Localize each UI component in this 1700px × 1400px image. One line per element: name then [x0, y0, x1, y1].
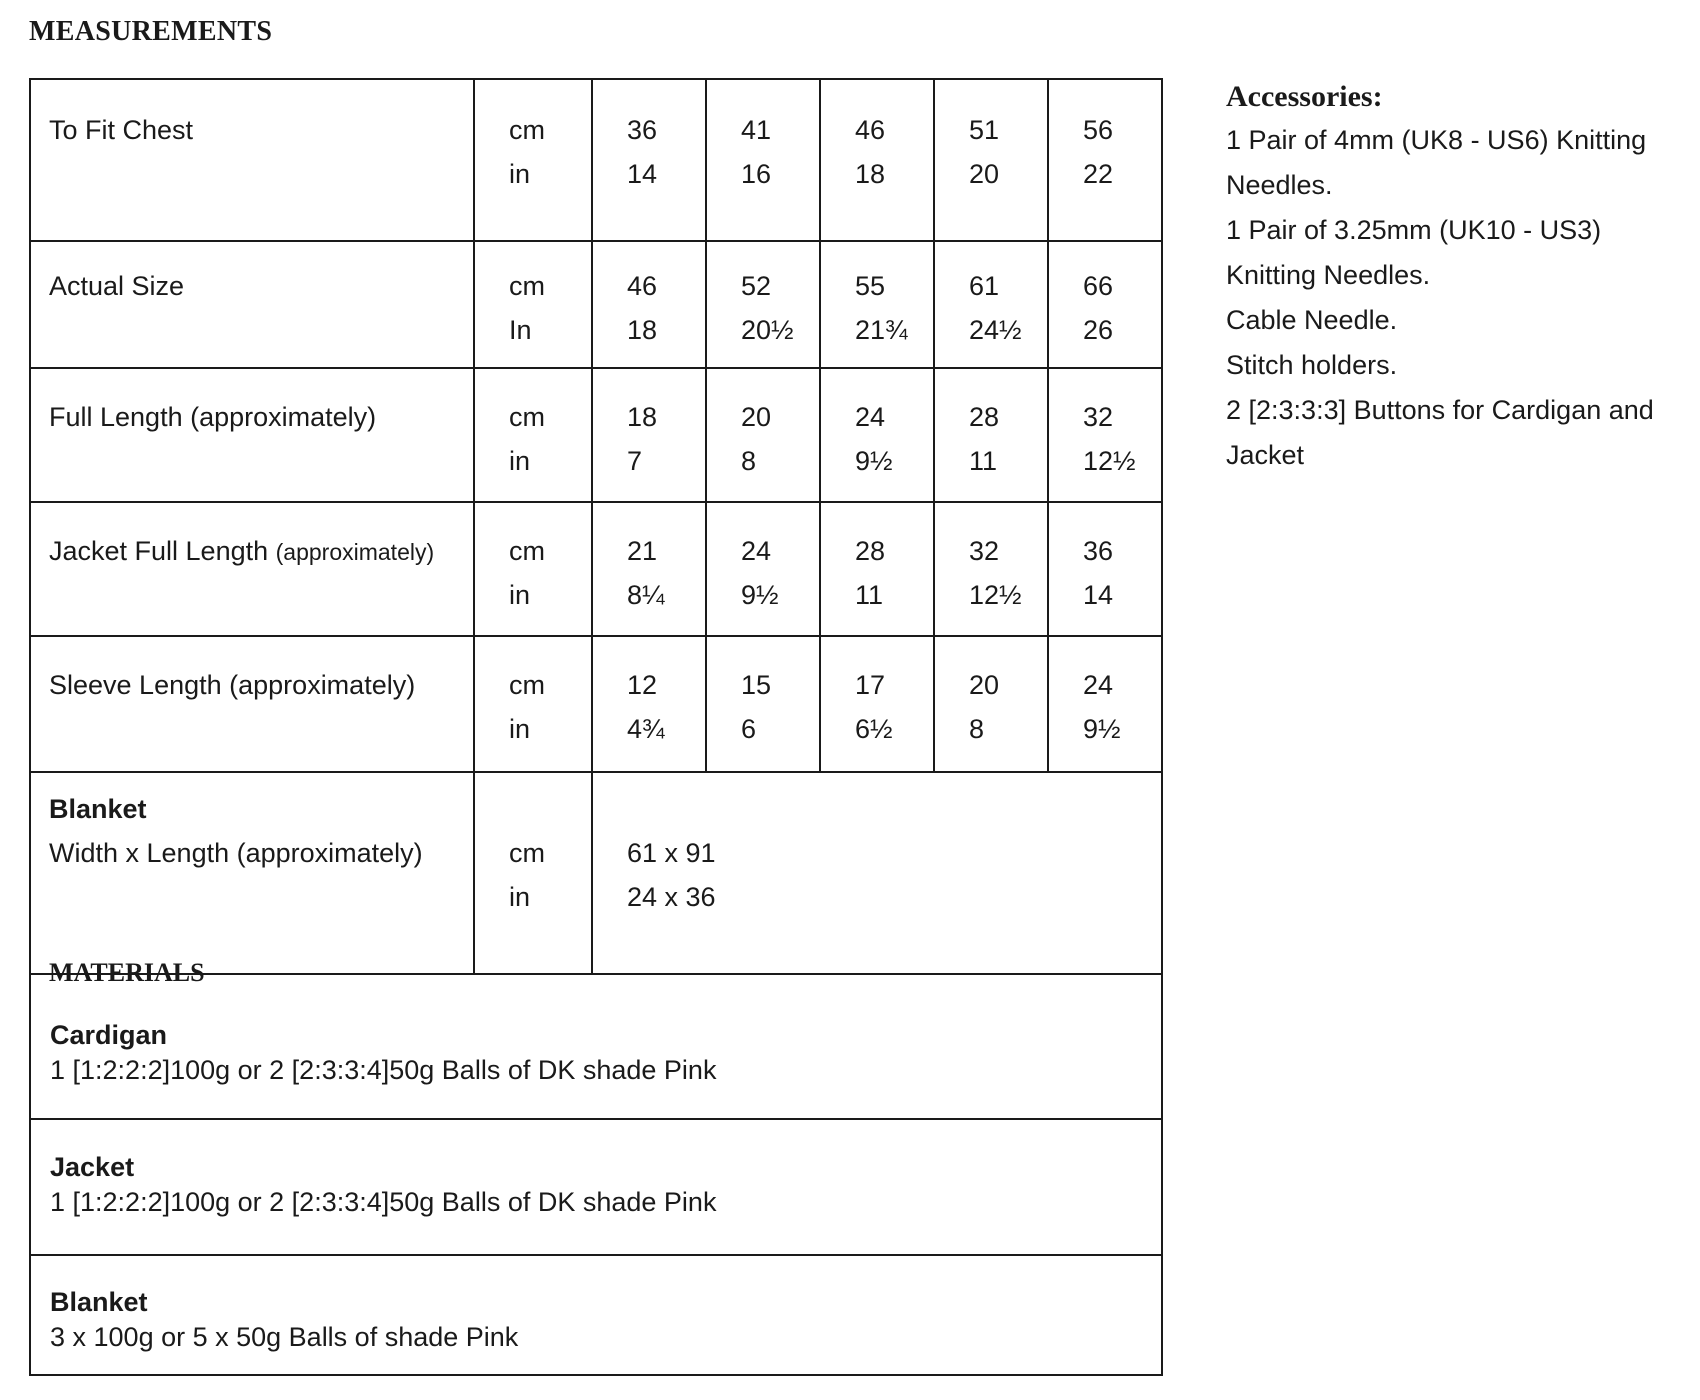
value-cell: 56 22 [1048, 79, 1162, 241]
value-cell: 17 6½ [820, 636, 934, 772]
table-row [30, 368, 1162, 502]
accessory-line: Needles. [1226, 170, 1333, 200]
unit-cell: cm in [474, 79, 592, 241]
accessory-line: Cable Needle. [1226, 305, 1398, 335]
unit-cell: cm in [474, 772, 592, 974]
value-cell: 20 8 [934, 636, 1048, 772]
materials-box [29, 936, 1163, 1376]
material-item [50, 1150, 716, 1220]
accessories-title: Accessories: [1226, 80, 1383, 113]
table-row [30, 502, 1162, 636]
value-cell: 46 18 [592, 241, 706, 368]
value-cell: 61 x 91 24 x 36 [592, 772, 1162, 974]
value-cell: 28 11 [934, 368, 1048, 502]
unit-cell: cm In [474, 241, 592, 368]
value-cell: 52 20½ [706, 241, 820, 368]
accessory-line: Jacket [1226, 440, 1305, 470]
value-cell: 24 9½ [706, 502, 820, 636]
material-desc: 3 x 100g or 5 x 50g Balls of shade Pink [50, 1322, 519, 1352]
table-row [30, 636, 1162, 772]
value-cell: 46 18 [820, 79, 934, 241]
row-label: Actual Size [30, 241, 474, 368]
value-cell: 51 20 [934, 79, 1048, 241]
value-cell: 36 14 [1048, 502, 1162, 636]
value-cell: 20 8 [706, 368, 820, 502]
material-name: Cardigan [50, 1020, 168, 1050]
row-label-note: (approximately) [275, 539, 435, 565]
value-cell: 15 6 [706, 636, 820, 772]
value-cell: 61 24½ [934, 241, 1048, 368]
value-cell: 36 14 [592, 79, 706, 241]
value-cell: 18 7 [592, 368, 706, 502]
value-cell: 32 12½ [934, 502, 1048, 636]
unit-cell: cm in [474, 636, 592, 772]
accessories-section [1226, 76, 1696, 478]
row-label: Sleeve Length (approximately) [30, 636, 474, 772]
divider [31, 1118, 1161, 1120]
accessory-line: 2 [2:3:3:3] Buttons for Cardigan and [1226, 395, 1654, 425]
divider [31, 1254, 1161, 1256]
material-item [50, 1018, 716, 1088]
row-label: Full Length (approximately) [30, 368, 474, 502]
value-cell: 24 9½ [820, 368, 934, 502]
value-cell: 32 12½ [1048, 368, 1162, 502]
row-label: Jacket Full Length (approximately) [30, 502, 474, 636]
unit-cell: cm in [474, 502, 592, 636]
value-cell: 12 4¾ [592, 636, 706, 772]
accessory-line: 1 Pair of 3.25mm (UK10 - US3) [1226, 215, 1602, 245]
material-name: Jacket [50, 1152, 135, 1182]
value-cell: 66 26 [1048, 241, 1162, 368]
material-name: Blanket [50, 1287, 148, 1317]
row-label: Blanket Width x Length (approximately) [30, 772, 474, 974]
measurements-table [29, 78, 1163, 975]
page-heading: MEASUREMENTS [29, 16, 273, 47]
unit-cell: cm in [474, 368, 592, 502]
value-cell: 55 21¾ [820, 241, 934, 368]
accessory-line: Knitting Needles. [1226, 260, 1431, 290]
value-cell: 21 8¼ [592, 502, 706, 636]
row-label: To Fit Chest [30, 79, 474, 241]
material-item [50, 1285, 518, 1355]
value-cell: 24 9½ [1048, 636, 1162, 772]
accessory-line: 1 Pair of 4mm (UK8 - US6) Knitting [1226, 125, 1647, 155]
value-cell: 41 16 [706, 79, 820, 241]
blanket-title: Blanket [49, 794, 147, 824]
table-row [30, 79, 1162, 241]
material-desc: 1 [1:2:2:2]100g or 2 [2:3:3:4]50g Balls of DK shade Pink [50, 1187, 717, 1217]
material-desc: 1 [1:2:2:2]100g or 2 [2:3:3:4]50g Balls of DK shade Pink [50, 1055, 717, 1085]
table-row [30, 241, 1162, 368]
value-cell: 28 11 [820, 502, 934, 636]
accessory-line: Stitch holders. [1226, 350, 1398, 380]
materials-heading: MATERIALS [49, 958, 205, 987]
